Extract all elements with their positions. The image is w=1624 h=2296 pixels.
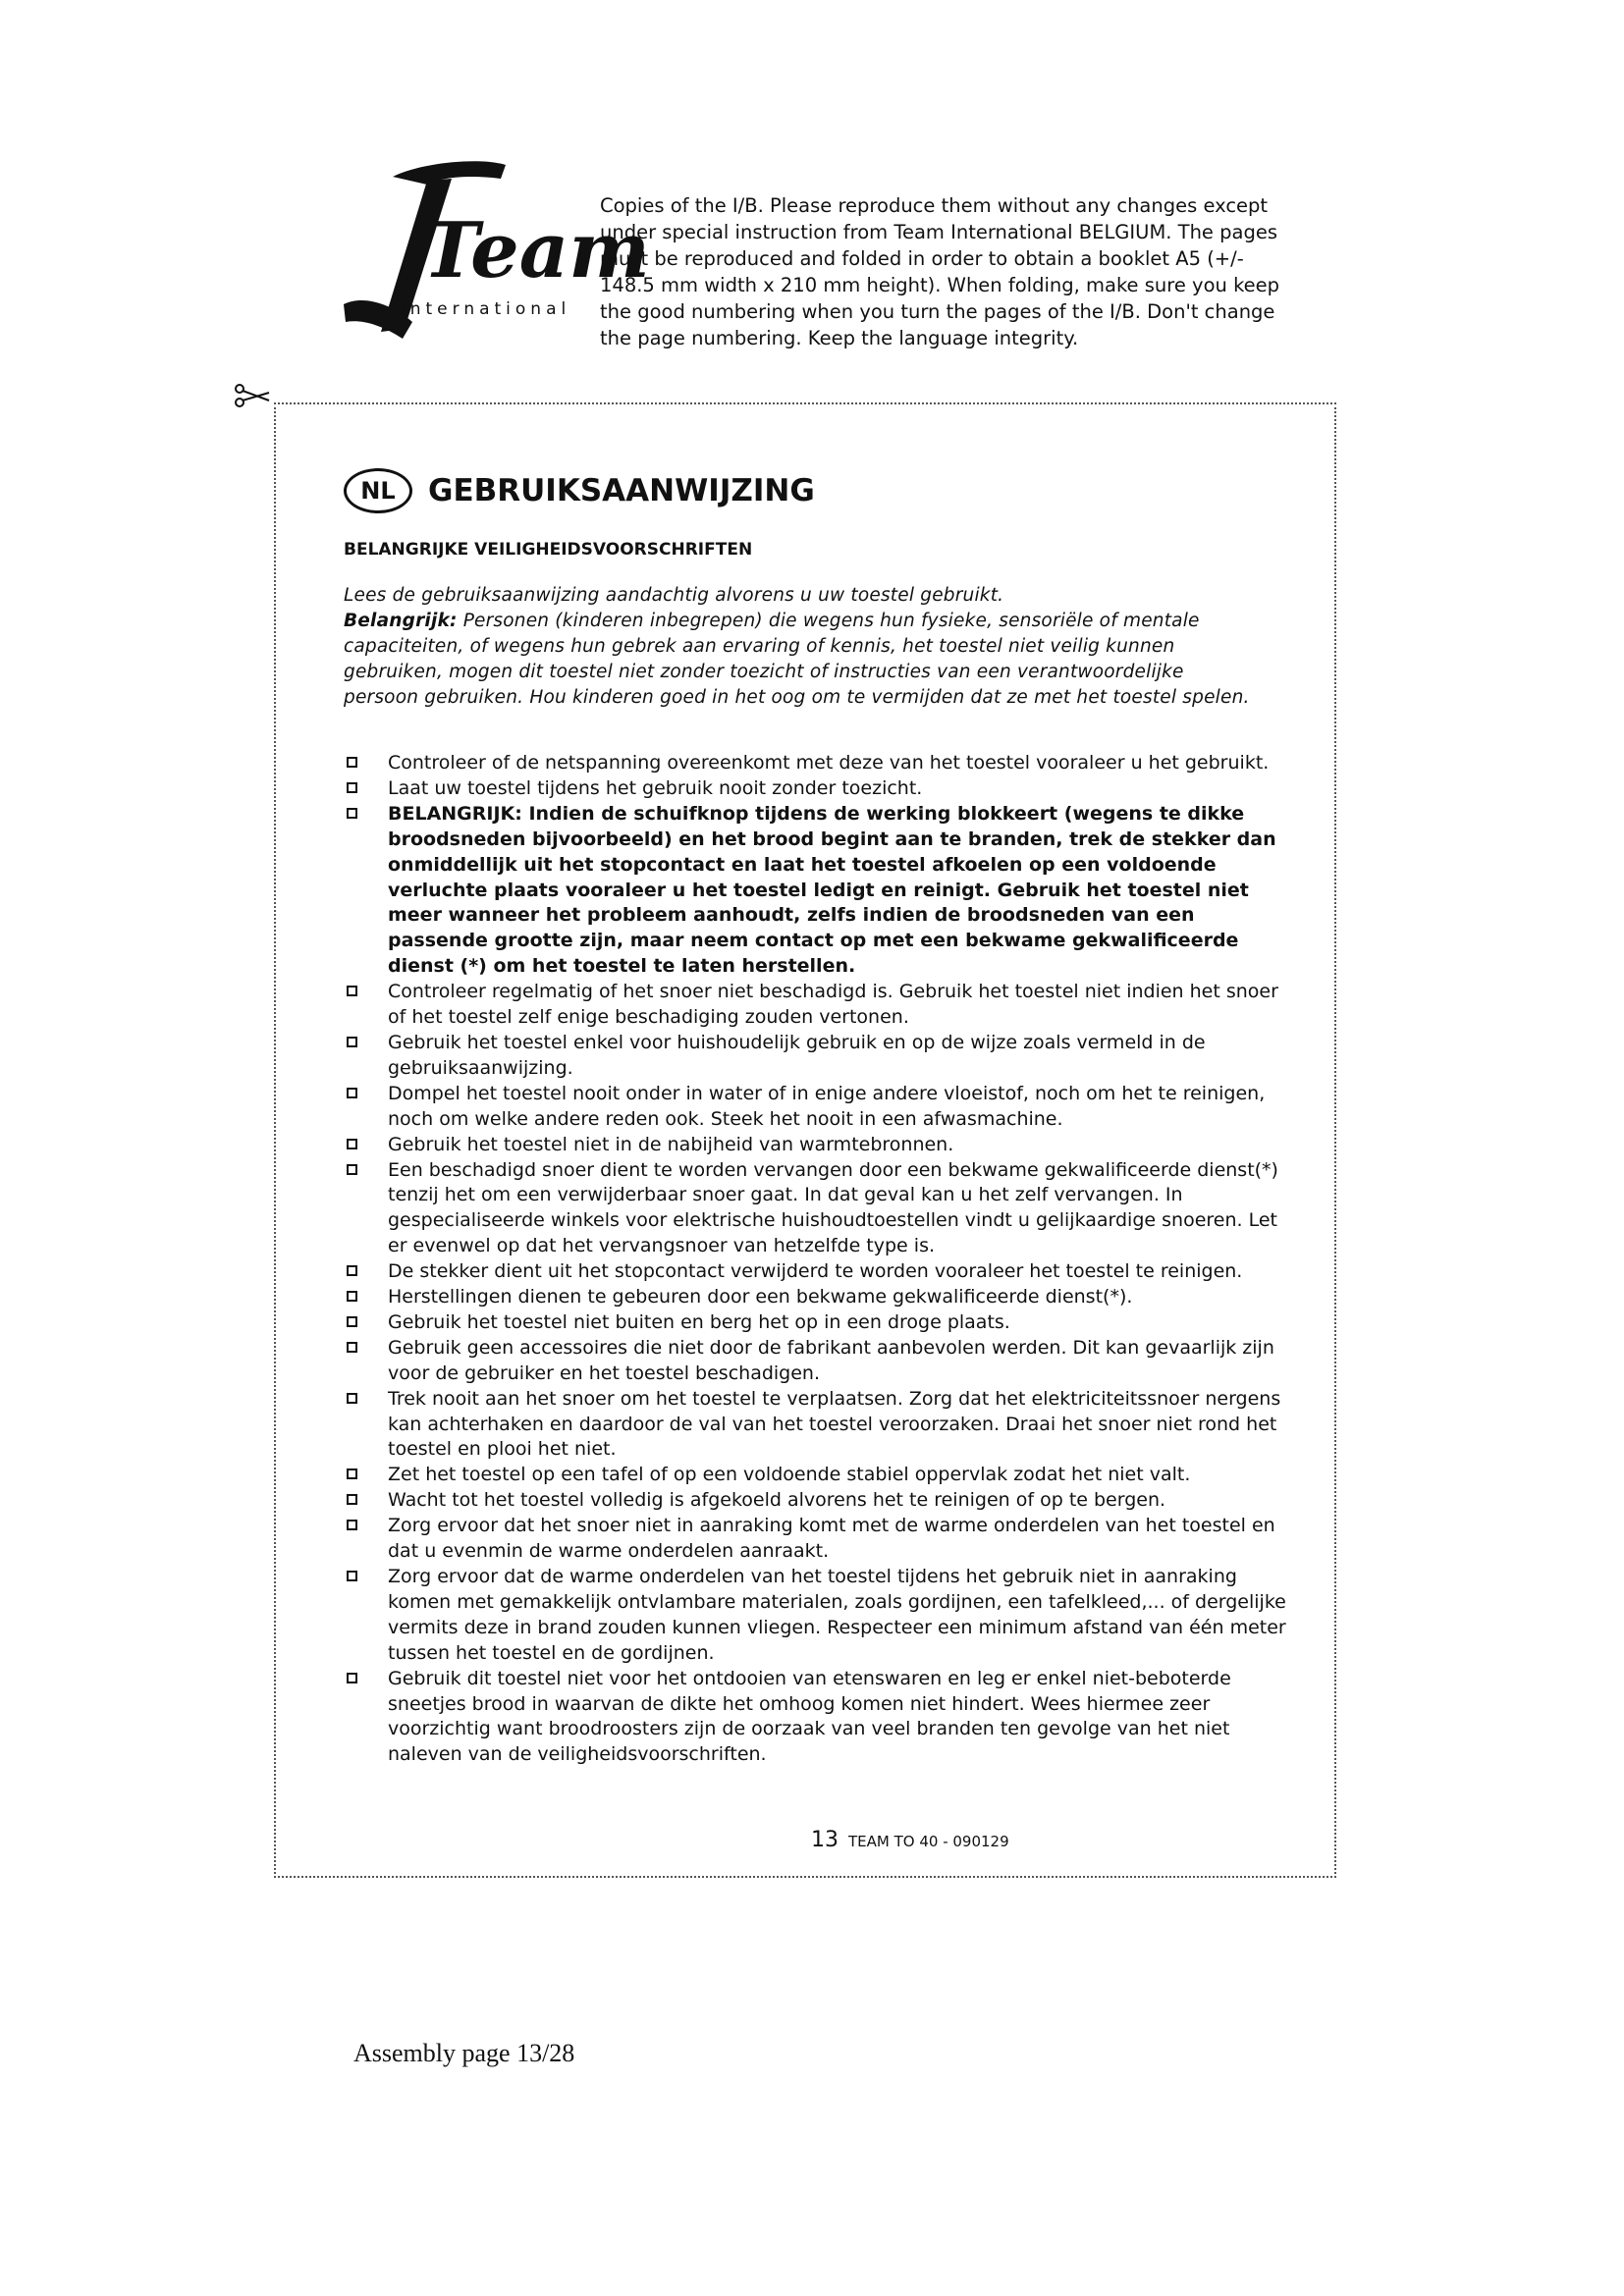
- safety-rule-text: De stekker dient uit het stopcontact verwijderd te worden vooraleer het toestel te reinigen.: [388, 1260, 1243, 1283]
- safety-rule-item: [344, 1285, 1301, 1310]
- important-text: Personen (kinderen inbegrepen) die wegens hun fysieke, sensoriële of mentale capaciteiten, of wegens hun gebrek aan ervaring of kennis, het toestel niet veilig kunnen gebruiken, mogen dit toestel niet zonder toezicht of instructies van een verantwoordelijke persoon gebruiken. Hou kinderen goed in het oog om te vermijden dat ze met het toestel spelen.: [344, 611, 1250, 708]
- checkbox-square-icon: [347, 1265, 357, 1276]
- safety-rule-text: Gebruik het toestel enkel voor huishoudelijk gebruik en op de wijze zoals vermeld in de gebruiksaanwijzing.: [388, 1031, 1206, 1079]
- safety-rule-text: Trek nooit aan het snoer om het toestel te verplaatsen. Zorg dat het elektriciteitssnoer nergens kan achterhaken en daardoor de val van het toestel veroorzaken. Draai het snoer niet rond het toestel en plooi het niet.: [388, 1387, 1281, 1461]
- safety-rule-text: Wacht tot het toestel volledig is afgekoeld alvorens het te reinigen of op te bergen.: [388, 1489, 1166, 1512]
- safety-rule-text: Laat uw toestel tijdens het gebruik nooit zonder toezicht.: [388, 776, 923, 799]
- safety-rule-text: Zorg ervoor dat de warme onderdelen van het toestel tijdens het gebruik niet in aanraking komen met gemakkelijk ontvlambare materialen, zoals gordijnen, een tafelkleed,... of dergelijke vermits deze in brand zouden kunnen vliegen. Respecteer een minimum afstand van één meter tussen het toestel en de gordijnen.: [388, 1566, 1286, 1664]
- safety-rule-text: BELANGRIJK: Indien de schuifknop tijdens de werking blokkeert (wegens te dikke broodsneden bijvoorbeeld) en het brood begint aan te branden, trek de stekker dan onmiddellijk uit het stopcontact en laat het toestel afkoelen op een voldoende verluchte plaats vooraleer u het toestel ledigt en reinigt. Gebruik het toestel niet meer wanneer het probleem aanhoudt, zelfs indien de broodsneden van een passende grootte zijn, maar neem contact op met een bekwame gekwalificeerde dienst (*) om het toestel te laten herstellen.: [388, 802, 1276, 978]
- safety-rule-item: [344, 751, 1301, 776]
- safety-rule-item: [344, 1488, 1301, 1514]
- checkbox-square-icon: [347, 1139, 357, 1149]
- checkbox-square-icon: [347, 1673, 357, 1683]
- safety-rule-item: [344, 1310, 1301, 1336]
- checkbox-square-icon: [347, 1164, 357, 1175]
- safety-rule-text: Controleer of de netspanning overeenkomt met deze van het toestel vooraleer u het gebruikt.: [388, 752, 1270, 774]
- safety-rule-item: [344, 1667, 1301, 1769]
- manual-title: GEBRUIKSAANWIJZING: [428, 473, 815, 508]
- checkbox-square-icon: [347, 1342, 357, 1353]
- team-international-logo: [334, 157, 650, 353]
- checkbox-square-icon: [347, 1520, 357, 1530]
- safety-rule-text: Gebruik het toestel niet in de nabijheid van warmtebronnen.: [388, 1133, 954, 1155]
- safety-rule-text: Zet het toestel op een tafel of op een voldoende stabiel oppervlak zodat het niet valt.: [388, 1464, 1191, 1486]
- safety-rules-list: [344, 751, 1301, 1768]
- page-footer: [811, 1828, 1009, 1852]
- safety-rule-text: Controleer regelmatig of het snoer niet beschadigd is. Gebruik het toestel niet indien het snoer of het toestel zelf enige beschadiging zouden vertonen.: [388, 981, 1278, 1029]
- checkbox-square-icon: [347, 1037, 357, 1047]
- safety-rule-text: Gebruik dit toestel niet voor het ontdooien van etenswaren en leg er enkel niet-beboterde sneetjes brood in waarvan de dikte het omhoog komen niet hindert. Wees hiermee zeer voorzichtig want broodroosters zijn de oorzaak van veel branden ten gevolge van het niet naleven van de veiligheidsvoorschriften.: [388, 1667, 1231, 1766]
- checkbox-square-icon: [347, 1088, 357, 1098]
- language-badge: NL: [344, 468, 412, 513]
- safety-rule-item: [344, 1463, 1301, 1488]
- important-notice: [344, 609, 1252, 711]
- safety-rule-text: Herstellingen dienen te gebeuren door een bekwame gekwalificeerde dienst(*).: [388, 1286, 1133, 1308]
- assembly-page-label: Assembly page 13/28: [353, 2039, 575, 2067]
- page-number: 13: [811, 1828, 839, 1852]
- safety-rule-item: [344, 980, 1301, 1031]
- logo-brand-text: Team: [422, 206, 650, 295]
- safety-rule-item: [344, 1565, 1301, 1667]
- safety-rule-item: [344, 1514, 1301, 1565]
- safety-rule-item: [344, 1133, 1301, 1158]
- safety-rule-text: Een beschadigd snoer dient te worden vervangen door een bekwame gekwalificeerde dienst(*) tenzij het om een verwijderbaar snoer gaat. In dat geval kan u het zelf vervangen. In gespecialiseerde winkels voor elektrische huishoudtoestellen vindt u gelijkaardige snoeren. Let er evenwel op dat het vervangsnoer van hetzelfde type is.: [388, 1158, 1278, 1257]
- safety-rule-item: [344, 802, 1301, 980]
- checkbox-square-icon: [347, 986, 357, 996]
- checkbox-square-icon: [347, 757, 357, 768]
- important-label: Belangrijk:: [344, 611, 458, 631]
- checkbox-square-icon: [347, 1468, 357, 1479]
- checkbox-square-icon: [347, 1291, 357, 1302]
- safety-rule-item: [344, 1387, 1301, 1464]
- intro-line: Lees de gebruiksaanwijzing aandachtig alvorens u uw toestel gebruikt.: [344, 585, 1004, 606]
- scissors-icon: [234, 381, 273, 410]
- logo-sub-text: international: [401, 299, 571, 319]
- section-heading: BELANGRIJKE VEILIGHEIDSVOORSCHRIFTEN: [344, 540, 753, 560]
- checkbox-square-icon: [347, 1494, 357, 1505]
- safety-rule-item: [344, 1158, 1301, 1260]
- checkbox-square-icon: [347, 1316, 357, 1327]
- checkbox-square-icon: [347, 782, 357, 793]
- checkbox-square-icon: [347, 1393, 357, 1404]
- safety-rule-text: Dompel het toestel nooit onder in water of in enige andere vloeistof, noch om het te reinigen, noch om welke andere reden ook. Steek het nooit in een afwasmachine.: [388, 1082, 1266, 1130]
- intro-paragraph: [344, 583, 1252, 711]
- checkbox-square-icon: [347, 1571, 357, 1581]
- model-code: TEAM TO 40 - 090129: [848, 1833, 1009, 1850]
- logo-graphic: [334, 157, 650, 353]
- safety-rule-item: [344, 1259, 1301, 1285]
- safety-rule-text: Gebruik het toestel niet buiten en berg het op in een droge plaats.: [388, 1310, 1010, 1333]
- checkbox-square-icon: [347, 808, 357, 819]
- safety-rule-item: [344, 1082, 1301, 1133]
- safety-rule-text: Gebruik geen accessoires die niet door de fabrikant aanbevolen werden. Dit kan gevaarlijk zijn voor de gebruiker en het toestel beschadigen.: [388, 1336, 1274, 1384]
- safety-rule-item: [344, 1031, 1301, 1082]
- reproduction-note: Copies of the I/B. Please reproduce them without any changes except under special instruction from Team International BELGIUM. The pages must be reproduced and folded in order to obtain a booklet A5 (+/- 148.5 mm width x 210 mm height). When folding, make sure you keep the good numbering when you turn the pages of the I/B. Don't change the page numbering. Keep the language integrity.: [600, 194, 1280, 349]
- safety-rule-text: Zorg ervoor dat het snoer niet in aanraking komt met de warme onderdelen van het toestel en dat u evenmin de warme onderdelen aanraakt.: [388, 1515, 1275, 1563]
- safety-rule-item: [344, 776, 1301, 802]
- safety-rule-item: [344, 1336, 1301, 1387]
